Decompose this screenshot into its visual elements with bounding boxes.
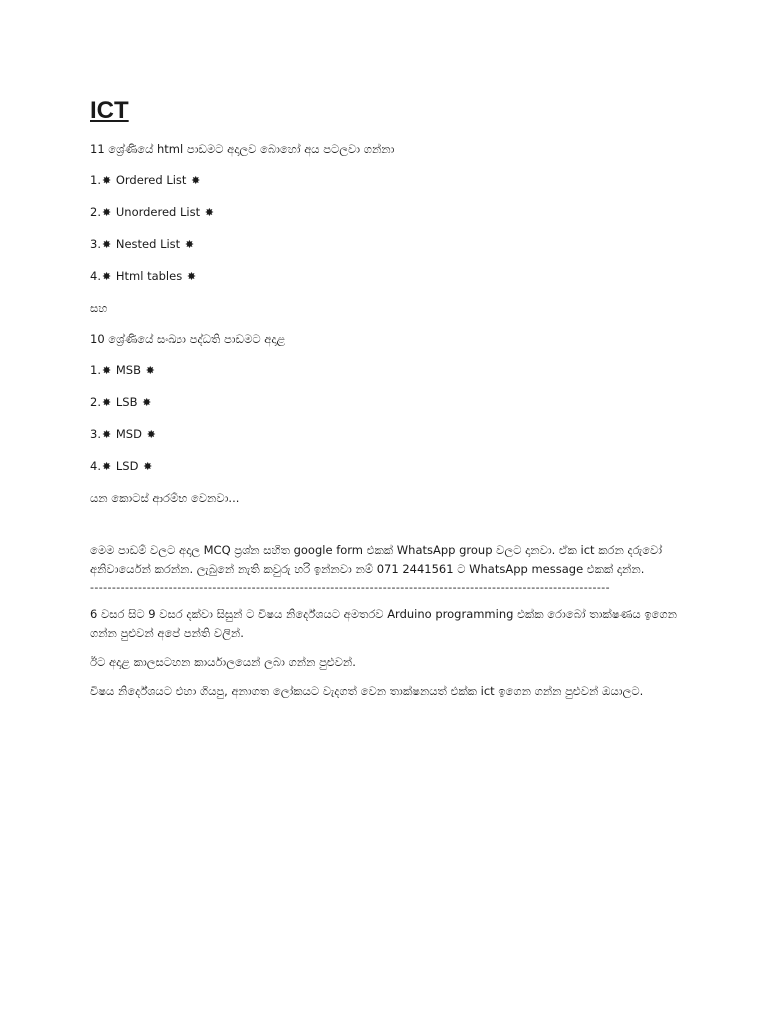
list-item bbox=[90, 171, 690, 190]
item-number: 2. bbox=[90, 205, 101, 219]
item-number: 1. bbox=[90, 173, 101, 187]
timetable-paragraph: ඊට අදාළ කාලසටහන කාර්යාලයෙන් ලබා ගන්න පුළුවන්. bbox=[90, 655, 356, 669]
star-icon: ✸ bbox=[101, 174, 112, 187]
star-icon: ✸ bbox=[143, 460, 153, 473]
star-icon: ✸ bbox=[101, 238, 112, 251]
star-icon: ✸ bbox=[101, 460, 112, 473]
star-icon: ✸ bbox=[145, 364, 155, 377]
item-number: 4. bbox=[90, 269, 101, 283]
star-icon: ✸ bbox=[204, 206, 214, 219]
star-icon: ✸ bbox=[186, 270, 197, 283]
item-number: 2. bbox=[90, 395, 101, 409]
item-number: 1. bbox=[90, 363, 101, 377]
star-icon: ✸ bbox=[191, 174, 201, 187]
divider-line: ----------------------------------------------------------------------------------------------------------------------- bbox=[90, 581, 610, 594]
list-item bbox=[90, 267, 690, 286]
list-item bbox=[90, 457, 690, 476]
future-paragraph: විෂය නිර්දේශයට එහා ගියපු, අනාගත ලෝකයට වැදගත් වෙන තාක්ෂනයත් එක්ක ict ඉගෙන ගන්න පුළුවන් ඔයාලට. bbox=[90, 684, 644, 698]
list-item bbox=[90, 361, 690, 380]
starting-text: යන කොටස් ආරම්භ වෙනවා... bbox=[90, 491, 240, 505]
item-text: MSD bbox=[115, 427, 142, 441]
grade10-heading: 10 ශ්‍රේණියේ සංඛ්‍යා පද්ධති පාඩමට අදාළ bbox=[90, 332, 286, 346]
item-text: Unordered List bbox=[115, 205, 201, 219]
item-number: 3. bbox=[90, 427, 101, 441]
and-text: සහ bbox=[90, 301, 108, 315]
star-icon: ✸ bbox=[101, 270, 112, 283]
arduino-paragraph: 6 වසර සිට 9 වසර දක්වා සිසුන් ට විෂය නිර්දේශයට අමතරව Arduino programming එක්ක රොබෝ තාක්ෂණය ඉගෙන ගන්න පුළුවන් අපේ පන්ති වලින්. bbox=[90, 607, 677, 640]
item-number: 3. bbox=[90, 237, 101, 251]
mcq-paragraph: මෙම පාඩම් වලට අදාල MCQ ප්‍රශ්න සහිත google form එකක් WhatsApp group වලට දානවා. ඒක ict කරන දරුවෝ අනිවාර්යෙන් කරන්න. ලැබුනේ නැති කවුරු හරි ඉන්නවා නම් 071 2441561 ට WhatsApp message එකක් දාන්න. bbox=[90, 543, 663, 576]
star-icon: ✸ bbox=[184, 238, 195, 251]
item-text: LSB bbox=[115, 395, 138, 409]
star-icon: ✸ bbox=[101, 396, 112, 409]
star-icon: ✸ bbox=[101, 206, 112, 219]
list-item bbox=[90, 393, 690, 412]
item-text: MSB bbox=[115, 363, 141, 377]
star-icon: ✸ bbox=[146, 428, 156, 441]
star-icon: ✸ bbox=[101, 428, 112, 441]
list-item bbox=[90, 425, 690, 444]
star-icon: ✸ bbox=[142, 396, 152, 409]
item-text: LSD bbox=[115, 459, 139, 473]
list-item bbox=[90, 203, 690, 222]
item-text: Html tables bbox=[115, 269, 183, 283]
item-number: 4. bbox=[90, 459, 101, 473]
page-title: ICT bbox=[90, 97, 129, 124]
document-page bbox=[90, 96, 690, 701]
item-text: Nested List bbox=[115, 237, 181, 251]
grade11-heading: 11 ශ්‍රේණියේ html පාඩමට අදාලව බොහෝ අය පටලවා ගන්නා bbox=[90, 142, 395, 156]
star-icon: ✸ bbox=[101, 364, 112, 377]
item-text: Ordered List bbox=[115, 173, 187, 187]
list-item bbox=[90, 235, 690, 254]
